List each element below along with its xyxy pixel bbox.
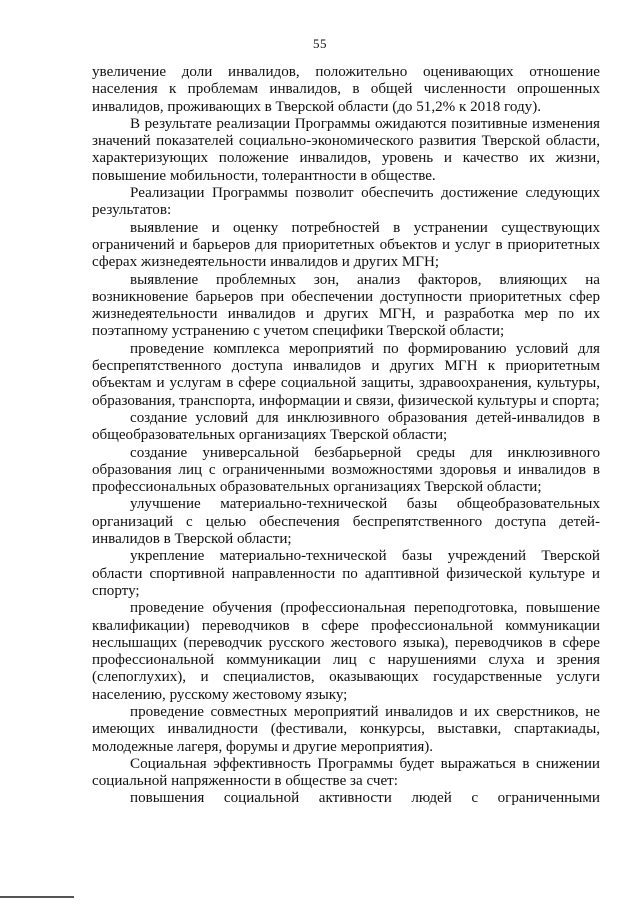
paragraph-4: выявление и оценку потребностей в устранении существующих ограничений и барьеров для приоритетных объектов и услуг в приоритетных сферах жизнедеятельности инвалидов и других МГН;: [92, 219, 600, 271]
paragraph-14: повышения социальной активности людей с ограниченными: [130, 790, 600, 807]
paragraph-6: проведение комплекса мероприятий по формированию условий для беспрепятственного доступа инвалидов и других МГН к приоритетным объектам и услугам в сфере социальной защиты, здравоохранения, культуры, образования, транспорта, информации и связи, физической культуры и спорта;: [92, 340, 600, 409]
document-body: [92, 64, 600, 808]
paragraph-13: Социальная эффективность Программы будет выражаться в снижении социальной напряженности в обществе за счет:: [92, 755, 600, 790]
paragraph-12: проведение совместных мероприятий инвалидов и их сверстников, не имеющих инвалидности (фестивали, конкурсы, выставки, спартакиады, молодежные лагеря, форумы и другие мероприятия).: [92, 703, 600, 755]
page-number: 55: [313, 36, 327, 51]
paragraph-8: создание универсальной безбарьерной среды для инклюзивного образования лиц с ограниченными возможностями здоровья и инвалидов в профессиональных образовательных организациях Тверской области;: [92, 444, 600, 496]
paragraph-10: укрепление материально-технической базы учреждений Тверской области спортивной направленности по адаптивной физической культуре и спорту;: [92, 548, 600, 599]
paragraph-5: выявление проблемных зон, анализ факторов, влияющих на возникновение барьеров при обеспечении доступности приоритетных сфер жизнедеятельности инвалидов и других МГН, и разработка мер по их поэтапному устранению с учетом специфики Тверской области;: [92, 271, 600, 340]
paragraph-2: В результате реализации Программы ожидаются позитивные изменения значений показателей социально-экономического развития Тверской области, характеризующих положение инвалидов, уровень и качество их жизни, повышение мобильности, толерантности в обществе.: [92, 115, 600, 184]
paragraph-3: Реализации Программы позволит обеспечить достижение следующих результатов:: [92, 185, 600, 219]
paragraph-9: улучшение материально-технической базы общеобразовательных организаций с целью обеспечения беспрепятственного доступа детей-инвалидов в Тверской области;: [92, 496, 600, 548]
paragraph-1: увеличение доли инвалидов, положительно оценивающих отношение населения к проблемам инвалидов, в общей численности опрошенных инвалидов, проживающих в Тверской области (до 51,2% к 2018 году).: [92, 64, 600, 115]
paragraph-11: проведение обучения (профессиональная переподготовка, повышение квалификации) переводчиков в сфере профессиональной коммуникации неслышащих (переводчик русского жестового языка), переводчиков в сфере профессиональной коммуникации лиц с нарушениями слуха и зрения (слепоглухих), и специалистов, оказывающих государственные услуги населению, русскому жестовому языку;: [92, 600, 600, 703]
scan-margin-line: [0, 896, 74, 898]
paragraph-7: создание условий для инклюзивного образования детей-инвалидов в общеобразовательных организациях Тверской области;: [92, 409, 600, 444]
